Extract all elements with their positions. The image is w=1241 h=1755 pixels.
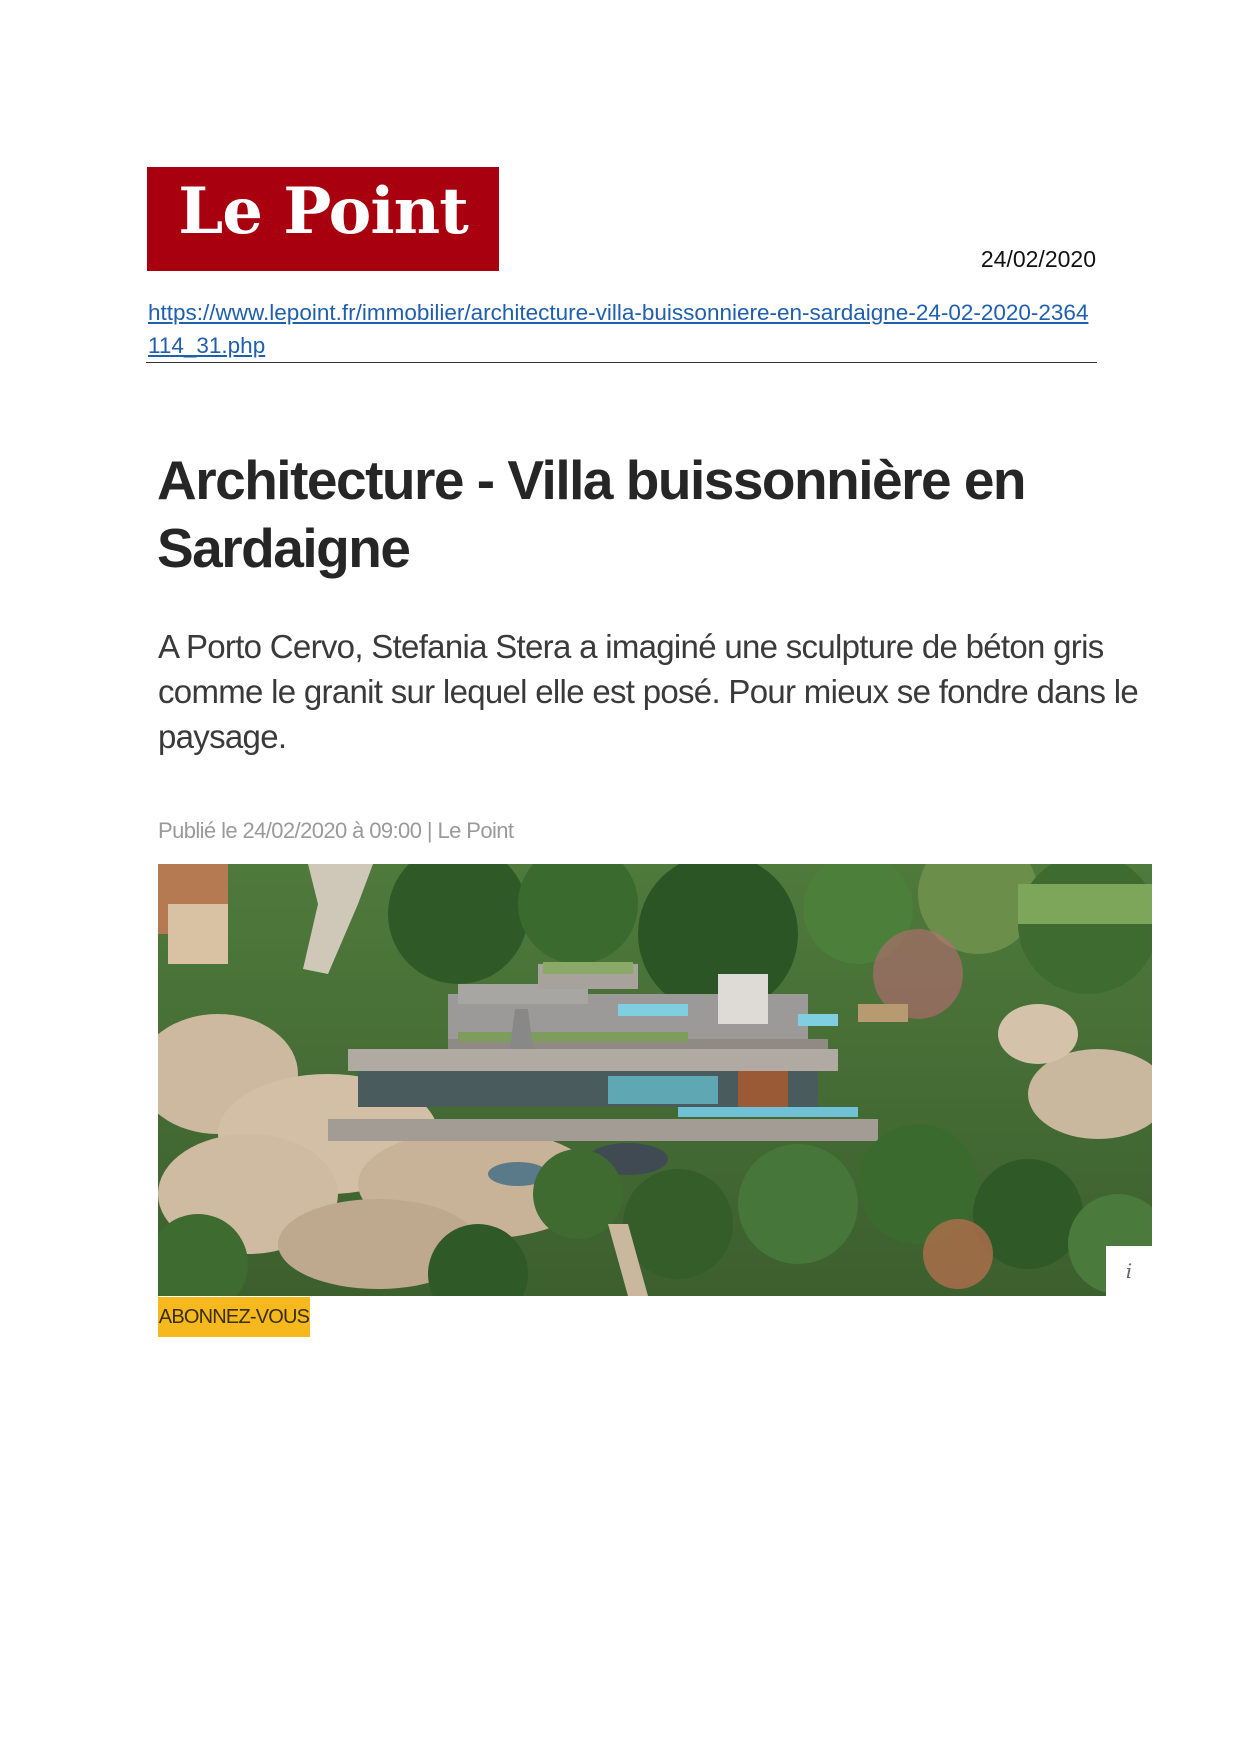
document-date: 24/02/2020 bbox=[980, 246, 1096, 272]
header-divider bbox=[146, 362, 1097, 363]
article-lead: A Porto Cervo, Stefania Stera a imaginé une sculpture de béton gris comme le granit sur lequel elle est posé. Pour mieux se fondre dans le paysage. bbox=[158, 628, 1139, 755]
article-byline: Publié le 24/02/2020 à 09:00 | Le Point bbox=[158, 818, 514, 843]
article-title: Architecture - Villa buissonnière en Sardaigne bbox=[157, 449, 1026, 579]
le-point-logo[interactable] bbox=[147, 167, 499, 271]
logo-text: Le Point bbox=[178, 174, 468, 249]
article-url-link[interactable]: https://www.lepoint.fr/immobilier/architecture-villa-buissonniere-en-sardaigne-24-02-2020-2364114_31.php bbox=[148, 300, 1089, 358]
photo-info-icon[interactable]: i bbox=[1106, 1246, 1152, 1296]
villa-photo bbox=[158, 864, 1152, 1296]
subscribe-button[interactable]: ABONNEZ-VOUS bbox=[158, 1297, 310, 1337]
